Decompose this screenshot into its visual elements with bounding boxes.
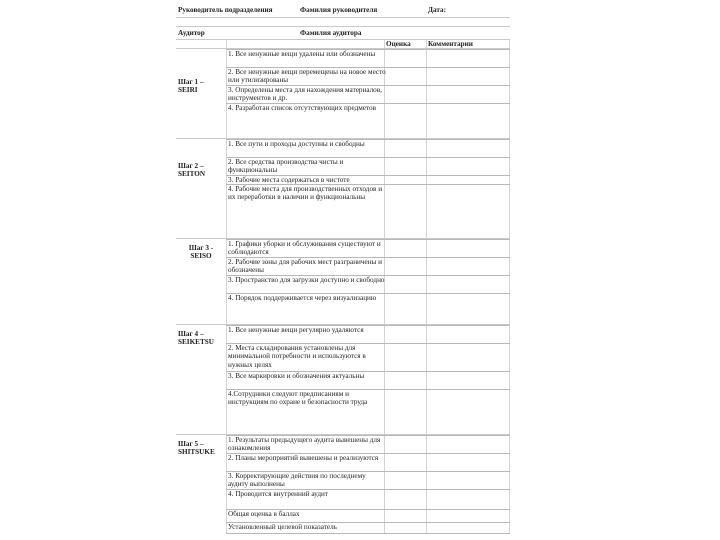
checklist-item: 2. Рабочие зоны для рабочих мест разграничены и обозначены (228, 258, 383, 275)
checklist-item: 3. Определены места для нахождения материалов, инструментов и др. (228, 86, 382, 103)
checklist-item: 2. Места складирования установлены для минимальной потребности и используются в нужных целях (228, 344, 366, 369)
checklist-item: 3. Все маркировки и обозначения актуальны (228, 372, 365, 380)
summary-row-label: Установленный целевой показатель (228, 523, 337, 531)
step-label: Шаг 2 – SEITON (178, 162, 206, 179)
checklist-item: 2. Планы мероприятий вывешены и реализуются (228, 454, 379, 462)
checklist-item: 4.Сотрудники следуют предписаниям и инструкциям по охране и безопасности труда (228, 390, 368, 407)
grid-line (226, 40, 227, 534)
head-of-unit-label: Руководитель подразделения (178, 6, 273, 14)
checklist-item: 1. Результаты предыдущего аудита вывешены для ознакомления (228, 436, 381, 453)
checklist-item: 1. Все пути и проходы доступны и свободны (228, 140, 365, 148)
auditor-label: Аудитор (178, 29, 205, 37)
summary-row-label: Общая оценка в баллах (228, 510, 300, 518)
checklist-item: 1. Все ненужные вещи удалены или обозначены (228, 50, 376, 58)
step-label: Шаг 1 – SEIRI (178, 78, 204, 95)
grid-line (426, 40, 427, 534)
checklist-item: 2. Все ненужные вещи перемещены на новое место или утилизированы (228, 68, 386, 85)
checklist-item: 4. Проводится внутренний аудит (228, 490, 328, 498)
grid-line (509, 40, 510, 534)
row-divider (226, 533, 510, 534)
step-label: Шаг 5 – SHITSUKE (178, 440, 215, 457)
divider (176, 26, 510, 27)
date-label: Дата: (428, 6, 446, 14)
step-label: Шаг 3 - SEISO (188, 244, 214, 261)
checklist-item: 1. Графики уборки и обслуживания существуют и соблюдаются (228, 240, 381, 257)
divider (176, 17, 510, 18)
checklist-item: 3. Пространство для загрузки доступно и свободно (228, 276, 385, 284)
checklist-item: 3. Рабочие места содержаться в чистоте (228, 176, 350, 184)
auditor-name-label: Фамилия аудитора (300, 29, 362, 37)
checklist-item: 1. Все ненужные вещи регулярно удаляются (228, 326, 364, 334)
score-column-header: Оценка (386, 40, 411, 48)
comments-column-header: Комментарии (428, 40, 473, 48)
checklist-item: 3. Корректирующие действия по последнему аудиту выполнены (228, 472, 366, 489)
checklist-item: 4. Разработан список отсутствующих предметов (228, 104, 376, 112)
checklist-item: 2. Все средства производства чисты и функциональны (228, 158, 344, 175)
checklist-item: 4. Порядок поддерживается через визуализацию (228, 294, 377, 302)
checklist-item: 4. Рабочие места для производственных отходов и их переработки в наличии и функциональны (228, 185, 383, 202)
head-name-label: Фамилия руководителя (300, 6, 378, 14)
audit-sheet (176, 4, 510, 534)
step-label: Шаг 4 – SEIKETSU (178, 330, 214, 347)
